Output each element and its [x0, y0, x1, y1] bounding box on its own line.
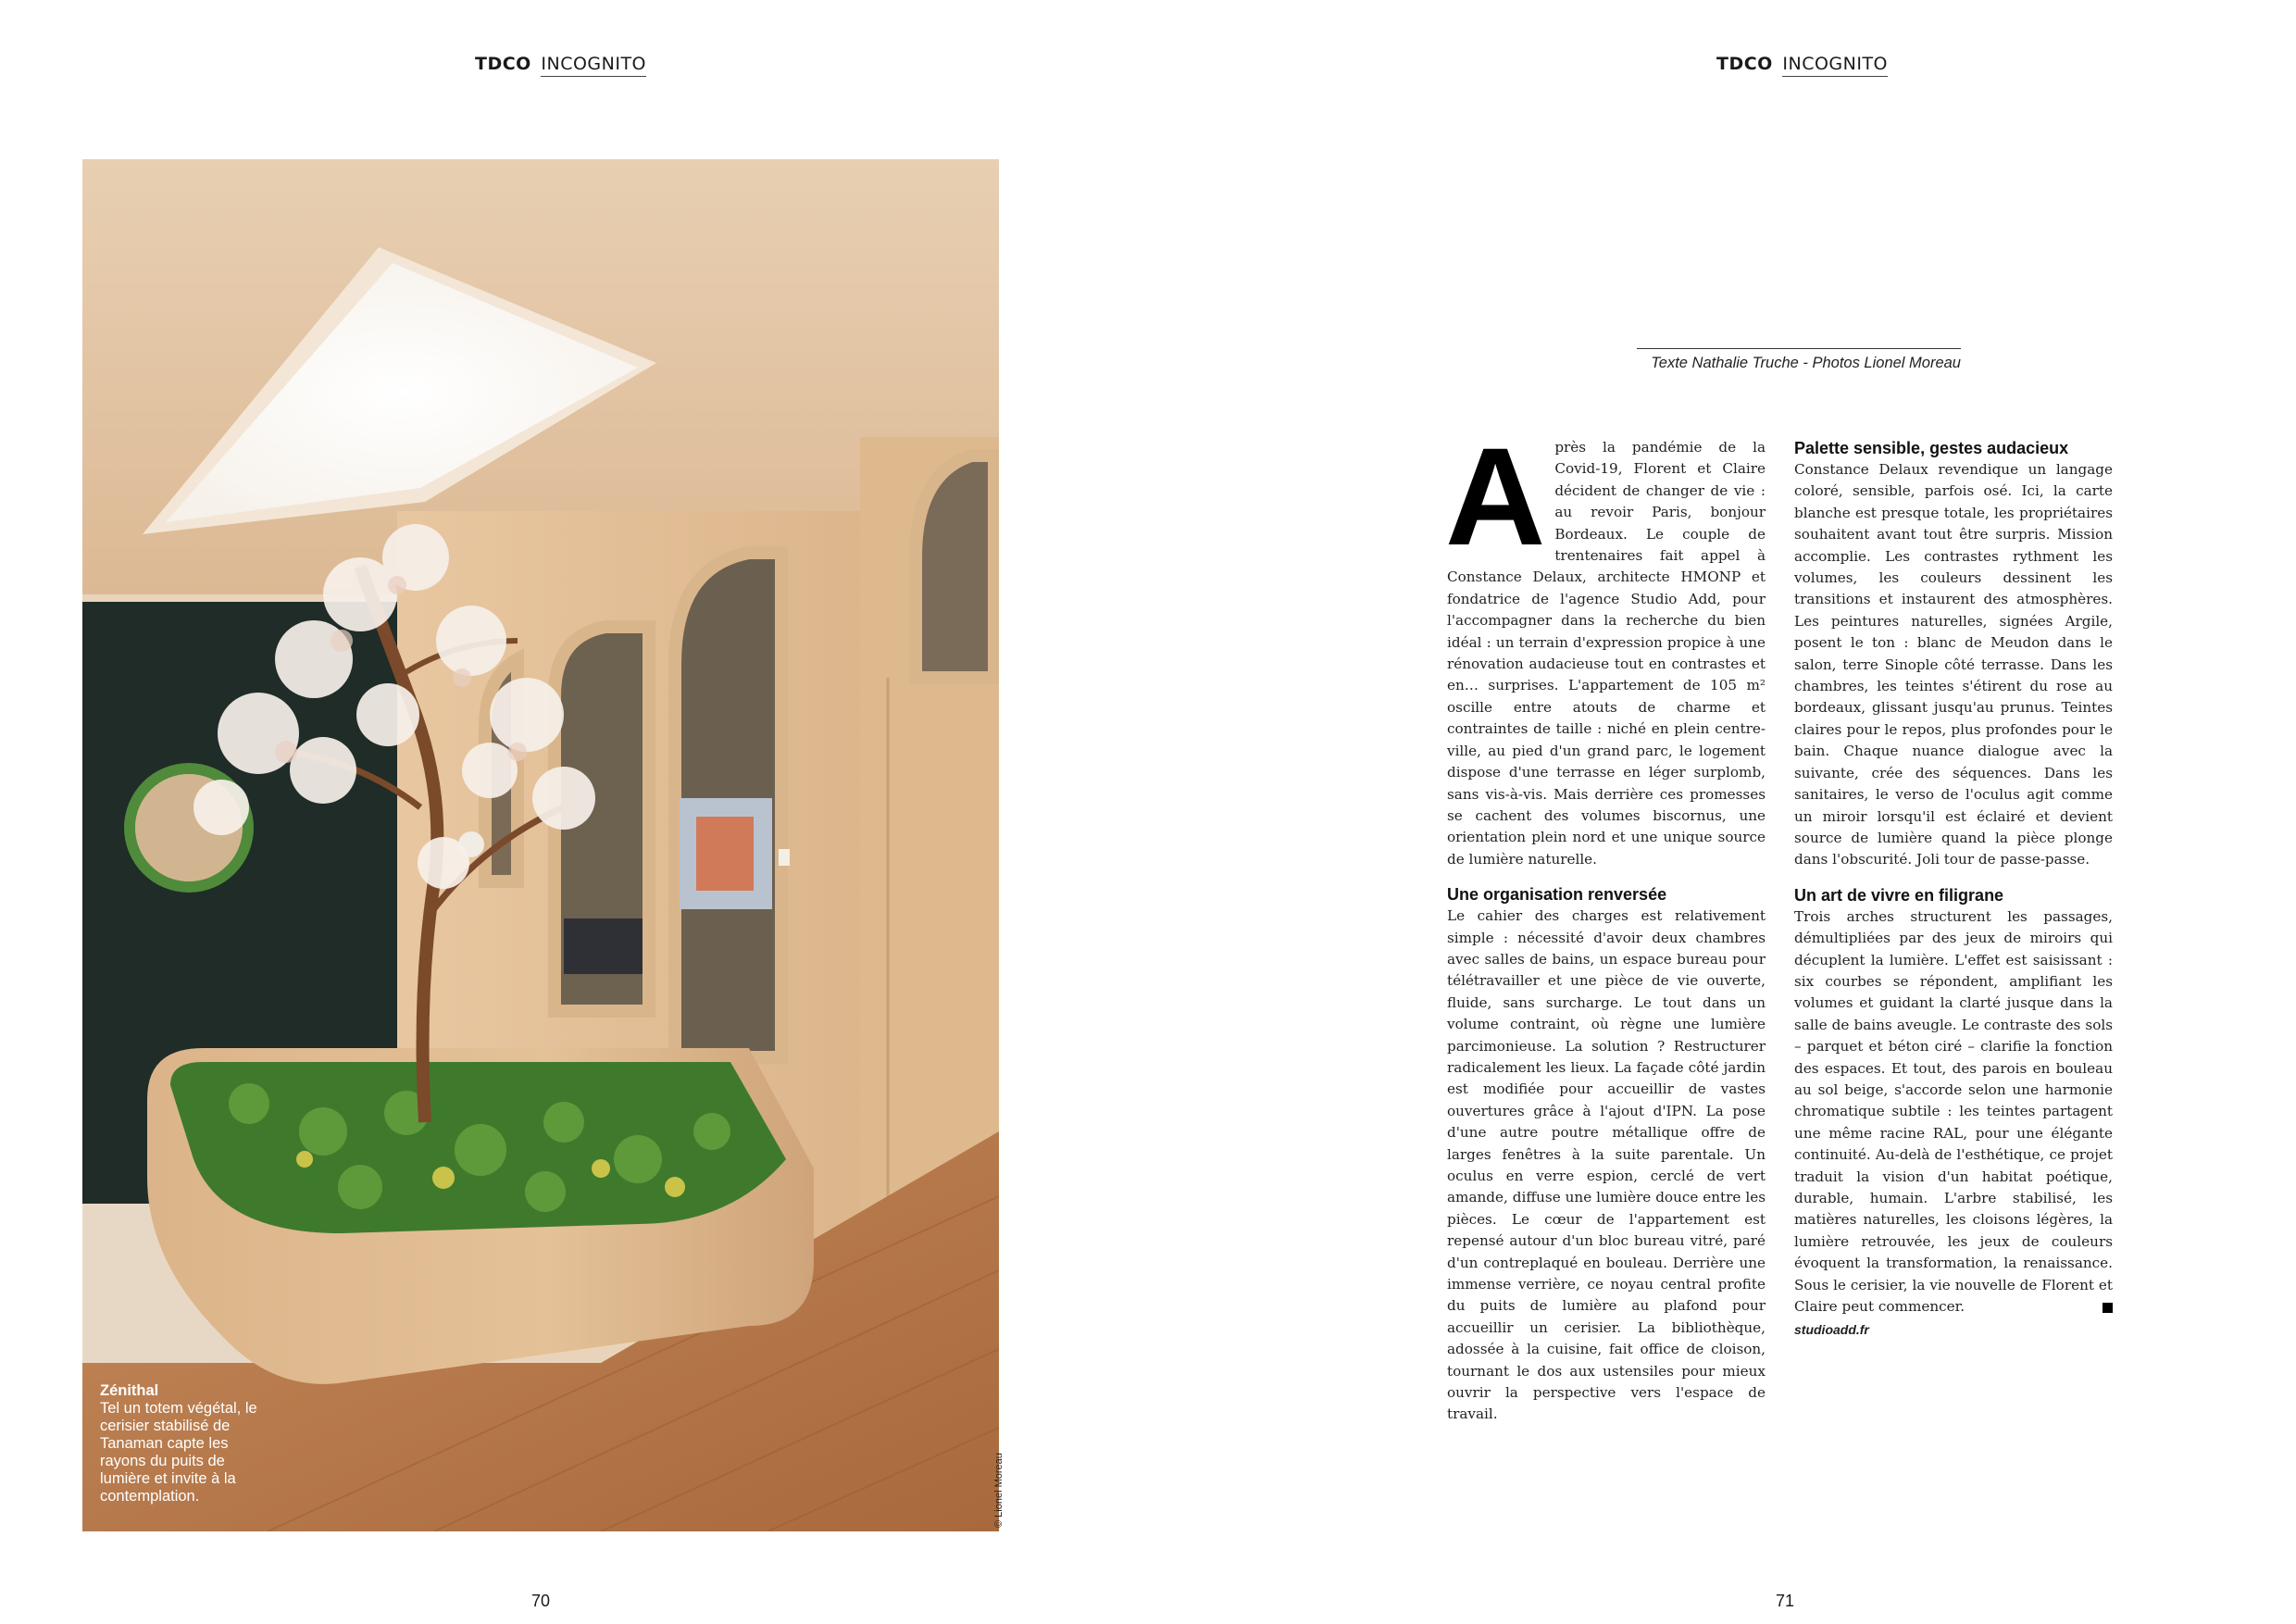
body-paragraph: Le cahier des charges est relativement simple : nécessité d'avoir deux chambres avec salles de bains, un espace bureau pour télétravailler et une pièce de vie ouverte, fluide, sans surcharge. Le tout dans un volume contraint, où règne une lumière parcimonieuse. La solution ? Restructurer radicalement les lieux. La façade côté jardin est modifiée pour accueillir de vastes ouvertures grâce à l'ajout d'IPN. La pose d'une autre poutre métallique offre de larges fenêtres à la suite parentale. Un oculus en verre espion, cerclé de vert amande, diffuse une lumière douce entre les pièces. Le cœur de l'appartement est repensé autour d'un bloc bureau vitré, paré d'un contreplaqué en bouleau. Derrière une immense verrière, ce noyau central profite du puits de lumière au plafond pour accueillir un cerisier. La bibliothèque, adossée à la cuisine, fait office de cloison, tournant le dos aux ustensiles pour mieux ouvrir la perspective vers l'espace de travail. [1447, 907, 1766, 1423]
body-paragraph: Constance Delaux revendique un langage coloré, sensible, parfois osé. Ici, la carte blanche est presque totale, les propriétaires souhaitent avant tout être surpris. Mission accomplie. Les contrastes rythment les volumes, les couleurs dessinent les transitions et instaurent des atmosphères. Les peintures naturelles, signées Argile, posent le ton : blanc de Meudon dans le salon, terre Sinople côté terrasse. Dans les chambres, les teintes s'étirent du rose au bordeaux, glissant jusqu'au prunus. Teintes claires pour le repos, plus profondes pour le bain. Chaque nuance dialogue avec la suivante, crée des séquences. Dans les sanitaires, le verso de l'oculus agit comme un miroir lorsqu'il est éclairé et devient source de lumière quand la pièce plonge dans l'obscurité. Joli tour de passe-passe. [1794, 461, 2113, 868]
closing-text: Trois arches structurent les passages, démultipliées par des jeux de miroirs qui décuplent la lumière. L'effet est saisissant : six courbes se répondent, amplifiant les volumes et guidant la clarté jusque dans la salle de bains aveugle. Le contraste des sols – parquet et béton ciré – clarifie la fonction des espaces. Et tout, des parois en bouleau au sol beige, s'accorde selon une harmonie chromatique subtile : les teintes partagent une même racine RAL, pour une élégante continuité. Au-delà de l'esthétique, ce projet traduit la vision d'un habitat poétique, durable, humain. L'arbre stabilisé, les matières naturelles, les cloisons légères, la lumière retrouvée, les jeux de couleurs évoquent la transformation, la renaissance. Sous le cerisier, la vie nouvelle de Florent et Claire peut commencer. [1794, 907, 2113, 1316]
photo-credit: © Lionel Moreau [993, 1453, 1004, 1528]
caption-text: Tel un totem végétal, le cerisier stabilisé de Tanaman capte les rayons du puits de lumière et invite à la contemplation. [100, 1400, 257, 1505]
article-column-1 [1445, 418, 1766, 1426]
article-column-2 [1794, 437, 2113, 1342]
interior-photo [82, 159, 999, 1531]
magazine-brand: TDCO [475, 54, 531, 74]
right-page [1148, 0, 2296, 1624]
website-link[interactable]: studioadd.fr [1794, 1322, 1869, 1338]
section-name: INCOGNITO [1782, 54, 1888, 77]
page-header [475, 54, 646, 74]
end-mark-icon [2103, 1303, 2113, 1313]
section-name: INCOGNITO [541, 54, 646, 77]
subheading: Une organisation renversée [1447, 885, 1667, 905]
page-number: 71 [1776, 1592, 1795, 1610]
drop-cap: A [1445, 418, 1546, 574]
subheading: Un art de vivre en filigrane [1794, 885, 2004, 905]
intro-paragraph [1445, 418, 1766, 870]
page-header [1716, 54, 1888, 74]
subheading: Palette sensible, gestes audacieux [1794, 439, 2069, 457]
photo-caption [100, 1382, 257, 1505]
article-byline: Texte Nathalie Truche - Photos Lionel Moreau [1637, 348, 1961, 372]
caption-title: Zénithal [100, 1382, 159, 1399]
intro-text: près la pandémie de la Covid-19, Florent et Claire décident de changer de vie : au revoir Paris, bonjour Bordeaux. Le couple de trentenaires fait appel à Constance Delaux, architecte HMONP et fondatrice de l'agence Studio Add, pour l'accompagner dans la recherche du bien idéal : un terrain d'expression propice à une rénovation audacieuse tout en contrastes et en… surprises. L'appartement de 105 m² oscille entre atouts de charme et contraintes de taille : niché en plein centre-ville, au pied d'un grand parc, le logement dispose d'une terrasse en léger surplomb, sans vis-à-vis. Mais derrière ces promesses se cachent des volumes biscornus, une orientation plein nord et une unique source de lumière naturelle. [1447, 439, 1766, 868]
body-paragraph [1794, 906, 2113, 1318]
page-number: 70 [531, 1592, 551, 1610]
magazine-brand: TDCO [1716, 54, 1773, 74]
